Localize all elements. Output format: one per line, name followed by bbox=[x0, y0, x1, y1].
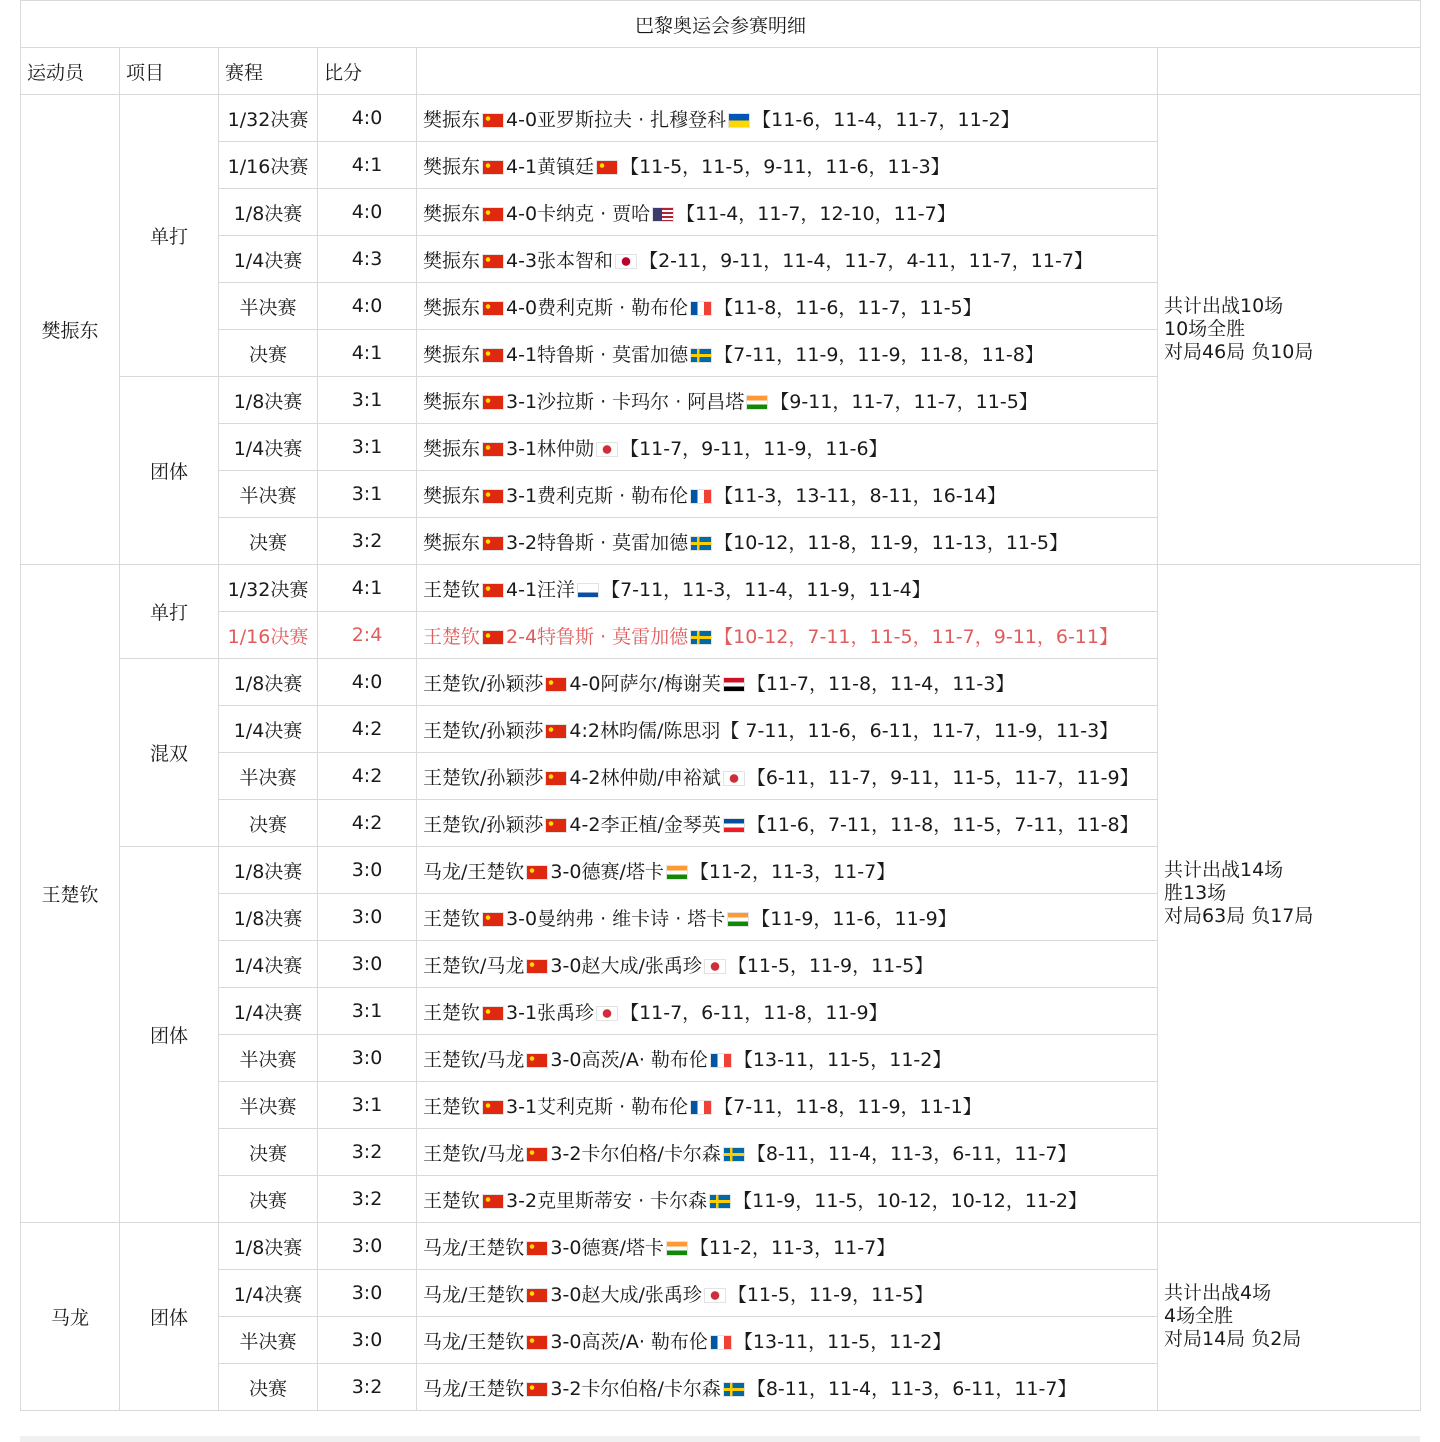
match-round: 1/8决赛 bbox=[219, 377, 318, 424]
game-scores: 【11-5，11-9，11-5】 bbox=[727, 954, 934, 977]
match-score: 3:1 bbox=[318, 1082, 417, 1129]
opponent-result: 3-0德赛/塔卡 bbox=[550, 860, 664, 883]
opponent-result: 4-0亚罗斯拉夫 · 扎穆登科 bbox=[506, 108, 727, 131]
france-flag-icon bbox=[710, 1335, 732, 1350]
home-athletes: 王楚钦/马龙 bbox=[423, 1048, 525, 1071]
opponent-result: 4-2李正植/金琴英 bbox=[569, 813, 721, 836]
sweden-flag-icon bbox=[723, 1147, 745, 1162]
hongkong-flag-icon bbox=[596, 160, 618, 175]
china-flag-icon bbox=[482, 583, 504, 598]
match-round: 决赛 bbox=[219, 1364, 318, 1411]
athlete-summary bbox=[1158, 565, 1421, 1223]
china-flag-icon bbox=[482, 630, 504, 645]
match-detail bbox=[417, 1270, 1158, 1317]
bottom-divider bbox=[20, 1436, 1420, 1442]
match-score: 3:2 bbox=[318, 518, 417, 565]
match-score: 3:0 bbox=[318, 894, 417, 941]
match-detail bbox=[417, 518, 1158, 565]
match-score: 4:2 bbox=[318, 800, 417, 847]
game-scores: 【11-4，11-7，12-10，11-7】 bbox=[676, 202, 956, 225]
home-athletes: 马龙/王楚钦 bbox=[423, 1377, 525, 1400]
match-score: 3:1 bbox=[318, 471, 417, 518]
china-flag-icon bbox=[482, 301, 504, 316]
home-athletes: 樊振东 bbox=[423, 484, 481, 507]
opponent-result: 3-0赵大成/张禹珍 bbox=[550, 1283, 702, 1306]
home-athletes: 樊振东 bbox=[423, 390, 481, 413]
game-scores: 【6-11，11-7，9-11，11-5，11-7，11-9】 bbox=[746, 766, 1139, 789]
china-flag-icon bbox=[482, 912, 504, 927]
home-athletes: 樊振东 bbox=[423, 296, 481, 319]
game-scores: 【11-7，11-8，11-4，11-3】 bbox=[746, 672, 1015, 695]
opponent-result: 3-1张禹珍 bbox=[506, 1001, 595, 1024]
event-name: 单打 bbox=[120, 95, 219, 377]
athlete-name: 马龙 bbox=[21, 1223, 120, 1411]
sweden-flag-icon bbox=[690, 630, 712, 645]
home-athletes: 马龙/王楚钦 bbox=[423, 1236, 525, 1259]
match-round: 1/8决赛 bbox=[219, 659, 318, 706]
opponent-result: 4:2林昀儒/陈思羽 bbox=[569, 719, 721, 742]
opponent-result: 3-0赵大成/张禹珍 bbox=[550, 954, 702, 977]
game-scores: 【9-11，11-7，11-7，11-5】 bbox=[770, 390, 1038, 413]
home-athletes: 王楚钦/马龙 bbox=[423, 954, 525, 977]
match-round: 半决赛 bbox=[219, 1317, 318, 1364]
athlete-name: 樊振东 bbox=[21, 95, 120, 565]
france-flag-icon bbox=[690, 489, 712, 504]
match-round: 1/4决赛 bbox=[219, 424, 318, 471]
match-round: 1/32决赛 bbox=[219, 95, 318, 142]
korea-flag-icon bbox=[596, 442, 618, 457]
home-athletes: 王楚钦/孙颖莎 bbox=[423, 719, 544, 742]
home-athletes: 王楚钦 bbox=[423, 578, 481, 601]
slovakia-flag-icon bbox=[577, 583, 599, 598]
india-flag-icon bbox=[666, 865, 688, 880]
summary-line: 胜13场 bbox=[1164, 882, 1227, 904]
summary-line: 共计出战14场 bbox=[1164, 859, 1284, 881]
summary-line: 对局14局 负2局 bbox=[1164, 1328, 1302, 1350]
home-athletes: 樊振东 bbox=[423, 202, 481, 225]
match-score: 3:0 bbox=[318, 1035, 417, 1082]
china-flag-icon bbox=[482, 395, 504, 410]
china-flag-icon bbox=[482, 254, 504, 269]
china-flag-icon bbox=[545, 818, 567, 833]
match-score: 3:2 bbox=[318, 1176, 417, 1223]
event-name: 团体 bbox=[120, 377, 219, 565]
header-athlete: 运动员 bbox=[21, 48, 120, 95]
match-round: 1/4决赛 bbox=[219, 706, 318, 753]
title-row bbox=[21, 1, 1421, 48]
match-round: 决赛 bbox=[219, 1176, 318, 1223]
match-score: 3:2 bbox=[318, 1129, 417, 1176]
korea-flag-icon bbox=[723, 771, 745, 786]
match-score: 4:1 bbox=[318, 330, 417, 377]
opponent-result: 4-1汪洋 bbox=[506, 578, 576, 601]
opponent-result: 3-0高茨/A· 勒布伦 bbox=[550, 1330, 708, 1353]
event-name: 单打 bbox=[120, 565, 219, 659]
match-detail bbox=[417, 1364, 1158, 1411]
match-round: 1/8决赛 bbox=[219, 1223, 318, 1270]
match-detail bbox=[417, 283, 1158, 330]
match-score: 3:0 bbox=[318, 941, 417, 988]
match-round: 1/32决赛 bbox=[219, 565, 318, 612]
home-athletes: 樊振东 bbox=[423, 155, 481, 178]
summary-line: 4场全胜 bbox=[1164, 1305, 1234, 1327]
home-athletes: 王楚钦/孙颖莎 bbox=[423, 766, 544, 789]
match-score: 3:0 bbox=[318, 847, 417, 894]
match-detail bbox=[417, 424, 1158, 471]
china-flag-icon bbox=[526, 959, 548, 974]
egypt-flag-icon bbox=[723, 677, 745, 692]
game-scores: 【13-11，11-5，11-2】 bbox=[733, 1048, 952, 1071]
game-scores: 【11-9，11-5，10-12，10-12，11-2】 bbox=[733, 1189, 1087, 1212]
home-athletes: 樊振东 bbox=[423, 437, 481, 460]
match-detail bbox=[417, 142, 1158, 189]
match-detail bbox=[417, 706, 1158, 753]
match-detail bbox=[417, 330, 1158, 377]
table-row bbox=[21, 95, 1421, 142]
china-flag-icon bbox=[526, 1382, 548, 1397]
match-score: 3:1 bbox=[318, 377, 417, 424]
china-flag-icon bbox=[526, 1147, 548, 1162]
match-detail bbox=[417, 894, 1158, 941]
match-detail bbox=[417, 471, 1158, 518]
match-detail bbox=[417, 1082, 1158, 1129]
opponent-result: 3-1艾利克斯 · 勒布伦 bbox=[506, 1095, 689, 1118]
header-round: 赛程 bbox=[219, 48, 318, 95]
match-score: 4:0 bbox=[318, 659, 417, 706]
athlete-summary bbox=[1158, 1223, 1421, 1411]
home-athletes: 王楚钦/孙颖莎 bbox=[423, 672, 544, 695]
match-detail bbox=[417, 612, 1158, 659]
china-flag-icon bbox=[482, 1100, 504, 1115]
match-score: 3:0 bbox=[318, 1223, 417, 1270]
match-round: 半决赛 bbox=[219, 753, 318, 800]
opponent-result: 3-0德赛/塔卡 bbox=[550, 1236, 664, 1259]
game-scores: 【8-11，11-4，11-3，6-11，11-7】 bbox=[746, 1142, 1077, 1165]
japan-flag-icon bbox=[615, 254, 637, 269]
results-sheet bbox=[20, 0, 1420, 1411]
china-flag-icon bbox=[482, 1194, 504, 1209]
match-round: 1/4决赛 bbox=[219, 988, 318, 1035]
header-row bbox=[21, 48, 1421, 95]
opponent-result: 3-0曼纳弗 · 维卡诗 · 塔卡 bbox=[506, 907, 726, 930]
match-score: 2:4 bbox=[318, 612, 417, 659]
opponent-result: 3-1林仲勋 bbox=[506, 437, 595, 460]
france-flag-icon bbox=[690, 1100, 712, 1115]
match-round: 决赛 bbox=[219, 800, 318, 847]
match-score: 3:2 bbox=[318, 1364, 417, 1411]
opponent-result: 3-1费利克斯 · 勒布伦 bbox=[506, 484, 689, 507]
header-event: 项目 bbox=[120, 48, 219, 95]
match-detail bbox=[417, 800, 1158, 847]
match-detail bbox=[417, 941, 1158, 988]
match-score: 3:0 bbox=[318, 1270, 417, 1317]
summary-line: 共计出战4场 bbox=[1164, 1282, 1272, 1304]
china-flag-icon bbox=[545, 677, 567, 692]
table-row bbox=[21, 565, 1421, 612]
game-scores: 【2-11，9-11，11-4，11-7，4-11，11-7，11-7】 bbox=[639, 249, 1093, 272]
game-scores: 【11-2，11-3，11-7】 bbox=[689, 1236, 896, 1259]
india-flag-icon bbox=[746, 395, 768, 410]
game-scores: 【7-11，11-8，11-9，11-1】 bbox=[714, 1095, 982, 1118]
event-name: 团体 bbox=[120, 847, 219, 1223]
korea-flag-icon bbox=[704, 1288, 726, 1303]
sweden-flag-icon bbox=[690, 536, 712, 551]
opponent-result: 3-2克里斯蒂安 · 卡尔森 bbox=[506, 1189, 708, 1212]
france-flag-icon bbox=[690, 301, 712, 316]
match-detail bbox=[417, 1317, 1158, 1364]
match-detail bbox=[417, 565, 1158, 612]
match-detail bbox=[417, 1176, 1158, 1223]
match-score: 4:2 bbox=[318, 706, 417, 753]
match-round: 半决赛 bbox=[219, 471, 318, 518]
match-detail bbox=[417, 1223, 1158, 1270]
opponent-result: 4-3张本智和 bbox=[506, 249, 614, 272]
game-scores: 【11-5，11-5，9-11，11-6，11-3】 bbox=[620, 155, 950, 178]
match-score: 3:1 bbox=[318, 988, 417, 1035]
home-athletes: 王楚钦 bbox=[423, 625, 481, 648]
match-detail bbox=[417, 95, 1158, 142]
match-round: 1/4决赛 bbox=[219, 1270, 318, 1317]
china-flag-icon bbox=[526, 1241, 548, 1256]
event-name: 混双 bbox=[120, 659, 219, 847]
match-score: 4:1 bbox=[318, 142, 417, 189]
game-scores: 【 7-11，11-6，6-11，11-7，11-9，11-3】 bbox=[720, 719, 1119, 742]
home-athletes: 马龙/王楚钦 bbox=[423, 1330, 525, 1353]
opponent-result: 4-0费利克斯 · 勒布伦 bbox=[506, 296, 689, 319]
china-flag-icon bbox=[482, 207, 504, 222]
korea-flag-icon bbox=[596, 1006, 618, 1021]
korea-flag-icon bbox=[704, 959, 726, 974]
summary-line: 对局63局 负17局 bbox=[1164, 905, 1314, 927]
opponent-result: 4-2林仲勋/申裕斌 bbox=[569, 766, 721, 789]
opponent-result: 4-1特鲁斯 · 莫雷加德 bbox=[506, 343, 689, 366]
france-flag-icon bbox=[710, 1053, 732, 1068]
game-scores: 【10-12，11-8，11-9，11-13，11-5】 bbox=[714, 531, 1068, 554]
match-round: 1/16决赛 bbox=[219, 142, 318, 189]
opponent-result: 2-4特鲁斯 · 莫雷加德 bbox=[506, 625, 689, 648]
match-detail bbox=[417, 988, 1158, 1035]
game-scores: 【13-11，11-5，11-2】 bbox=[733, 1330, 952, 1353]
match-score: 4:3 bbox=[318, 236, 417, 283]
game-scores: 【11-9，11-6，11-9】 bbox=[751, 907, 957, 930]
game-scores: 【11-6，7-11，11-8，11-5，7-11，11-8】 bbox=[746, 813, 1139, 836]
china-flag-icon bbox=[526, 1335, 548, 1350]
home-athletes: 王楚钦 bbox=[423, 1189, 481, 1212]
match-round: 半决赛 bbox=[219, 1035, 318, 1082]
game-scores: 【11-7，9-11，11-9，11-6】 bbox=[620, 437, 888, 460]
athlete-name: 王楚钦 bbox=[21, 565, 120, 1223]
india-flag-icon bbox=[666, 1241, 688, 1256]
match-detail bbox=[417, 236, 1158, 283]
home-athletes: 王楚钦 bbox=[423, 1001, 481, 1024]
header-detail bbox=[417, 48, 1158, 95]
home-athletes: 王楚钦/马龙 bbox=[423, 1142, 525, 1165]
header-summary bbox=[1158, 48, 1421, 95]
home-athletes: 王楚钦 bbox=[423, 1095, 481, 1118]
match-round: 决赛 bbox=[219, 330, 318, 377]
match-round: 半决赛 bbox=[219, 1082, 318, 1129]
home-athletes: 马龙/王楚钦 bbox=[423, 860, 525, 883]
table-row bbox=[21, 1223, 1421, 1270]
game-scores: 【11-5，11-9，11-5】 bbox=[727, 1283, 934, 1306]
match-score: 4:0 bbox=[318, 95, 417, 142]
summary-line: 对局46局 负10局 bbox=[1164, 341, 1314, 363]
match-round: 决赛 bbox=[219, 1129, 318, 1176]
match-score: 4:2 bbox=[318, 753, 417, 800]
game-scores: 【11-6，11-4，11-7，11-2】 bbox=[752, 108, 1020, 131]
results-table bbox=[20, 0, 1421, 1411]
china-flag-icon bbox=[482, 160, 504, 175]
china-flag-icon bbox=[482, 113, 504, 128]
athlete-summary bbox=[1158, 95, 1421, 565]
summary-line: 共计出战10场 bbox=[1164, 295, 1284, 317]
china-flag-icon bbox=[482, 442, 504, 457]
match-detail bbox=[417, 659, 1158, 706]
game-scores: 【11-3，13-11，8-11，16-14】 bbox=[714, 484, 1006, 507]
match-detail bbox=[417, 377, 1158, 424]
china-flag-icon bbox=[482, 348, 504, 363]
match-detail bbox=[417, 1129, 1158, 1176]
match-score: 4:0 bbox=[318, 189, 417, 236]
match-detail bbox=[417, 847, 1158, 894]
opponent-result: 3-1沙拉斯 · 卡玛尔 · 阿昌塔 bbox=[506, 390, 745, 413]
ukraine-flag-icon bbox=[728, 113, 750, 128]
match-round: 1/4决赛 bbox=[219, 236, 318, 283]
home-athletes: 王楚钦 bbox=[423, 907, 481, 930]
china-flag-icon bbox=[545, 724, 567, 739]
china-flag-icon bbox=[482, 489, 504, 504]
match-score: 4:1 bbox=[318, 565, 417, 612]
opponent-result: 4-0阿萨尔/梅谢芙 bbox=[569, 672, 721, 695]
match-round: 1/8决赛 bbox=[219, 894, 318, 941]
home-athletes: 马龙/王楚钦 bbox=[423, 1283, 525, 1306]
china-flag-icon bbox=[526, 1053, 548, 1068]
opponent-result: 3-2特鲁斯 · 莫雷加德 bbox=[506, 531, 689, 554]
home-athletes: 樊振东 bbox=[423, 108, 481, 131]
opponent-result: 3-2卡尔伯格/卡尔森 bbox=[550, 1142, 721, 1165]
match-score: 3:1 bbox=[318, 424, 417, 471]
sweden-flag-icon bbox=[709, 1194, 731, 1209]
game-scores: 【7-11，11-9，11-9，11-8，11-8】 bbox=[714, 343, 1044, 366]
match-score: 4:0 bbox=[318, 283, 417, 330]
china-flag-icon bbox=[526, 1288, 548, 1303]
match-round: 决赛 bbox=[219, 518, 318, 565]
home-athletes: 樊振东 bbox=[423, 343, 481, 366]
opponent-result: 4-1黄镇廷 bbox=[506, 155, 595, 178]
summary-line: 10场全胜 bbox=[1164, 318, 1246, 340]
usa-flag-icon bbox=[652, 207, 674, 222]
match-round: 1/16决赛 bbox=[219, 612, 318, 659]
match-score: 3:0 bbox=[318, 1317, 417, 1364]
game-scores: 【8-11，11-4，11-3，6-11，11-7】 bbox=[746, 1377, 1077, 1400]
match-detail bbox=[417, 753, 1158, 800]
china-flag-icon bbox=[482, 1006, 504, 1021]
match-round: 1/8决赛 bbox=[219, 847, 318, 894]
opponent-result: 3-0高茨/A· 勒布伦 bbox=[550, 1048, 708, 1071]
game-scores: 【11-8，11-6，11-7，11-5】 bbox=[714, 296, 982, 319]
northkorea-flag-icon bbox=[723, 818, 745, 833]
opponent-result: 3-2卡尔伯格/卡尔森 bbox=[550, 1377, 721, 1400]
china-flag-icon bbox=[526, 865, 548, 880]
home-athletes: 樊振东 bbox=[423, 249, 481, 272]
match-round: 1/8决赛 bbox=[219, 189, 318, 236]
china-flag-icon bbox=[545, 771, 567, 786]
china-flag-icon bbox=[482, 536, 504, 551]
india-flag-icon bbox=[727, 912, 749, 927]
sweden-flag-icon bbox=[690, 348, 712, 363]
home-athletes: 王楚钦/孙颖莎 bbox=[423, 813, 544, 836]
match-round: 半决赛 bbox=[219, 283, 318, 330]
home-athletes: 樊振东 bbox=[423, 531, 481, 554]
header-score: 比分 bbox=[318, 48, 417, 95]
sweden-flag-icon bbox=[723, 1382, 745, 1397]
table-title: 巴黎奥运会参赛明细 bbox=[21, 1, 1421, 48]
match-round: 1/4决赛 bbox=[219, 941, 318, 988]
match-detail bbox=[417, 1035, 1158, 1082]
game-scores: 【11-2，11-3，11-7】 bbox=[689, 860, 896, 883]
game-scores: 【11-7，6-11，11-8，11-9】 bbox=[620, 1001, 888, 1024]
game-scores: 【10-12，7-11，11-5，11-7，9-11，6-11】 bbox=[714, 625, 1118, 648]
game-scores: 【7-11，11-3，11-4，11-9，11-4】 bbox=[601, 578, 931, 601]
match-detail bbox=[417, 189, 1158, 236]
opponent-result: 4-0卡纳克 · 贾哈 bbox=[506, 202, 651, 225]
event-name: 团体 bbox=[120, 1223, 219, 1411]
